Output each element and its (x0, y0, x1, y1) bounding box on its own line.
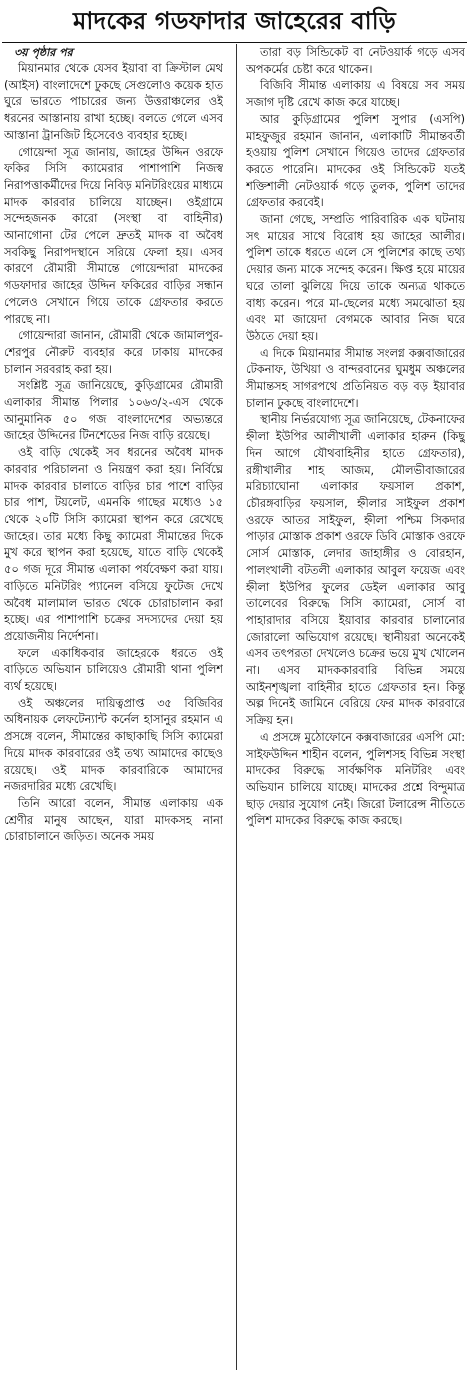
column-divider (236, 44, 237, 1370)
continuation-note: ৩য় পৃষ্ঠার পর (14, 46, 73, 59)
paragraph: গোয়েন্দারা জানান, রৌমারী থেকে জামালপুর-শেরপুর নৌরুট ব্যবহার করে ঢাকায় মাদকের চালান সরবরাহ করা হয়। (4, 329, 223, 376)
paragraph: এ প্রসঙ্গে মুঠোফোনে কক্সবাজারের এসপি মো: সাইফউদ্দিন শাহীন বলেন, পুলিশসহ বিভিন্ন সংস্থা মাদকের বিরুদ্ধে সার্বক্ষণিক মনিটরিং এবং অভিযান চালিয়ে যাচ্ছে। মাদকের প্রশ্নে বিন্দুমাত্র ছাড় দেয়ার সুযোগ নেই। জিরো টলারেন্স নীতিতে পুলিশ মাদকের বিরুদ্ধে কাজ করছে। (246, 730, 465, 828)
paragraph: তারা বড় সিন্ডিকেট বা নেটওয়ার্ক গড়ে এসব অপকর্মের চেষ্টা করে থাকেন। (246, 46, 465, 76)
paragraph: স্থানীয় নির্ভরযোগ্য সূত্র জানিয়েছে, টেকনাফের হ্নীলা ইউপির আলীখালী এলাকার হারুন (কিছু দিন আগে যৌথবাহিনীর হাতে গ্রেফতার), রঙ্গীখালীর শাহ আজম, মৌলভীবাজারের মরিচ্যাঘোনা এলাকার ফয়সাল প্রকাশ, চৌরঙ্গবাড়ির ফয়সাল, হ্নীলার সাইফুল প্রকাশ ওরফে আতর সাইফুল, হ্নীলা পশ্চিম সিকদার পাড়ার মোস্তাক প্রকাশ ওরফে ডিবি মোস্তাক ওরফে সোর্স মোস্তাক, লেদার জাহাঙ্গীর ও বোরহান, পালংখালী বটতলী এলাকার আবুল ফয়েজ এবং হ্নীলা ইউপির ফুলের ডেইল এলাকার আবু তালেবের বিরুদ্ধে সিসি ক্যামেরা, সোর্স বা পাহারাদার বসিয়ে ইয়াবার কারবার চালানোর জোরালো অভিযোগ রয়েছে। স্থানীয়রা অনেকেই এসব তৎপরতা দেখলেও চক্রের ভয়ে মুখ খোলেন না। এসব মাদককারবারি বিভিন্ন সময়ে আইনশৃঙ্খলা বাহিনীর হাতে গ্রেফতার হন। কিন্তু অল্প দিনেই জামিনে বেরিয়ে ফের মাদক কারবারে সক্রিয় হন। (246, 413, 465, 728)
paragraph: মিয়ানমার থেকে যেসব ইয়াবা বা ক্রিস্টাল মেথ (আইস) বাংলাদেশে ঢুকছে সেগুলোও কয়েক হাত ঘুরে ভারতে পাচারের জন্য উত্তরাঞ্চলের ওই ধরনের আস্তানায় রাখা হচ্ছে। বলতে গেলে এসব আস্তানা ট্রানজিট হিসেবেও ব্যবহার হচ্ছে। (4, 62, 223, 142)
paragraph: সংশ্লিষ্ট সূত্র জানিয়েছে, কুড়িগ্রামের রৌমারী এলাকার সীমান্ত পিলার ১০৬৩/২-এস থেকে আনুমানিক ৫০ গজ বাংলাদেশের অভ্যন্তরে জাহের উদ্দিনের টিনশেডের নিজ বাড়ি রয়েছে। (4, 379, 223, 443)
headline: মাদকের গডফাদার জাহেরের বাড়ি (73, 7, 396, 35)
paragraph: ওই অঞ্চলের দায়িত্বপ্রাপ্ত ৩৫ বিজিবির অধিনায়ক লেফটেন্যান্ট কর্নেল হাসানুর রহমান এ প্রসঙ্গে বলেন, সীমান্তের কাছাকাছি সিসি ক্যামেরা দিয়ে মাদক কারবারের ওই তথ্য আমাদের কাছেও রয়েছে। ওই মাদক কারবারিকে আমাদের নজরদারির মধ্যে রেখেছি। (4, 696, 223, 794)
left-column (4, 45, 223, 1370)
paragraph: গোয়েন্দা সূত্র জানায়, জাহের উদ্দিন ওরফে ফকির সিসি ক্যামেরার পাশাপাশি নিজস্ব নিরাপত্তাকর্মীদের দিয়ে নিবিড় মনিটরিংয়ের মাধ্যমে মাদক কারবার চালিয়ে যাচ্ছেন। ওইগ্রামে সন্দেহজনক কারো (সংস্থা বা বাহিনীর) আনাগোনা টের পেলে দ্রুতই মাদক বা অবৈধ সবকিছু নিরাপদস্থানে সরিয়ে ফেলা হয়। এসব কারণে রৌমারী সীমান্তে গোয়েন্দারা মাদকের গডফাদার জাহের উদ্দিন ফকিরের বাড়ির সন্ধান পেলেও সেখানে গিয়ে তাকে গ্রেফতার করতে পারছে না। (4, 145, 223, 326)
paragraph: আর কুড়িগ্রামের পুলিশ সুপার (এসপি) মাহফুজুর রহমান জানান, এলাকাটি সীমান্তবর্তী হওয়ায় পুলিশ সেখানে গিয়েও তাদের গ্রেফতার করতে পারেনি। মাদকের ওই সিন্ডিকেট যতই শক্তিশালী নেটওয়ার্ক গড়ে তুলক, পুলিশ তাদের গ্রেফতার করবেই। (246, 112, 465, 210)
paragraph: জানা গেছে, সম্প্রতি পারিবারিক এক ঘটনায় সৎ মায়ের সাথে বিরোধ হয় জাহের আলীর। পুলিশ তাকে ধরতে এলে সে পুলিশের কাছে তথ্য দেয়ার জন্য মাকে সন্দেহ করেন। ক্ষিপ্ত হয়ে মায়ের ঘরে তালা ঝুলিয়ে দিয়ে তাকে অন্যত্র থাকতে বাধ্য করেন। পরে মা-ছেলের মধ্যে সমঝোতা হয় এবং মা জায়েদা বেগমকে আবার নিজ ঘরে উঠতে দেয়া হয়। (246, 213, 465, 343)
paragraph: তিনি আরো বলেন, সীমান্ত এলাকায় এক শ্রেণীর মানুষ আছেন, যারা মাদকসহ নানা চোরাচালানে জড়িত। অনেক সময় (4, 796, 223, 844)
paragraph: ওই বাড়ি থেকেই সব ধরনের অবৈধ মাদক কারবার পরিচালনা ও নিয়ন্ত্রণ করা হয়। নির্বিঘ্নে মাদক কারবার চালাতে বাড়ির চার পাশে বাড়ির চার পাশ, টয়লেট, এমনকি গাছের মধ্যেও ১৫ থেকে ২০টি সিসি ক্যামেরা স্থাপন করে রেখেছে জাহের। তার মধ্যে কিছু ক্যামেরা সীমান্তের দিকে মুখ করে স্থাপন করা হয়েছে, যাতে বাড়ি থেকেই ৫০ গজ দূরে সীমান্ত এলাকা পর্যবেক্ষণ করা যায়। বাড়িতে মনিটরিং প্যানেল বসিয়ে ফুটেজ দেখে অবৈধ মালামাল ভারত থেকে চোরাচালান করা হচ্ছে। এর পাশাপাশি চক্রের সদস্যদের দেয়া হয় প্রয়োজনীয় নির্দেশনা। (4, 446, 223, 643)
paragraph: এ দিকে মিয়ানমার সীমান্ত সংলগ্ন কক্সবাজারের টেকনাফ, উখিয়া ও বান্দরবানের ঘুমধুম অঞ্চলের সীমান্তসহ সাগরপথে প্রতিনিয়ত বড় বড় ইয়াবার চালান ঢুকছে বাংলাদেশে। (246, 346, 465, 410)
paragraph: ফলে একাধিকবার জাহেরকে ধরতে ওই বাড়িতে অভিযান চালিয়েও রৌমারী থানা পুলিশ ব্যর্থ হয়েছে। (4, 646, 223, 694)
right-column (246, 45, 465, 1370)
headline-rule (2, 42, 467, 43)
paragraph: বিজিবি সীমান্ত এলাকায় এ বিষয়ে সব সময় সজাগ দৃষ্টি রেখে কাজ করে যাচ্ছে। (246, 79, 465, 110)
